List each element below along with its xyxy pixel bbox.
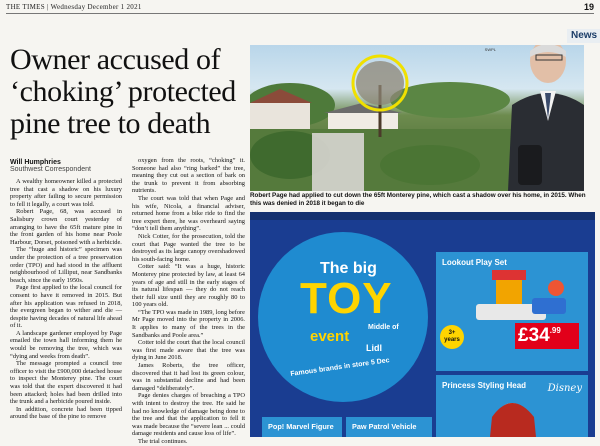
paragraph: Nick Cotter, for the prosecution, told the court that Page wanted the tree to be destroyed as its large canopy overshadowed his south-facing home.	[132, 232, 245, 263]
paragraph: Cotter told the court that the local council was first made aware that the tree was dying in June 2018.	[132, 339, 245, 362]
paragraph: oxygen from the roots, “choking” it. Someone had also “ring barked” the tree, meaning they cut out a section of bark on the trunk to prevent it from absorbing nutrients.	[132, 157, 245, 195]
lidl-advert[interactable]	[250, 212, 595, 437]
paragraph: The message prompted a council tree officer to visit the £900,000 detached house to inspect the Monterey pine. The court was told that the expert discovered it had been attacked; holes had been drilled into the trunk and a herbicide poured inside.	[10, 360, 122, 406]
ad-the-big: The big	[320, 260, 377, 277]
paragraph: James Roberts, the tree officer, discovered that it had lost its green colour, was in substantial decline and had been damaged “deliberately”.	[132, 362, 245, 392]
product-card-princess[interactable]	[436, 375, 588, 437]
price-tag	[515, 323, 579, 349]
price-pounds: £34	[518, 325, 550, 346]
paragraph: In addition, concrete had been tipped around the base of the pine to remove	[10, 405, 122, 421]
byline-role: Southwest Correspondent	[10, 166, 91, 173]
product-title: Princess Styling Head	[442, 381, 527, 390]
product-title: Lookout Play Set	[442, 258, 507, 267]
masthead: THE TIMES | Wednesday December 1 2021	[6, 3, 142, 11]
paragraph: Robert Page, 68, was accused in Salisbury crown court yesterday of arranging to have the 65ft mature pine in the front garden of his home near Poole Harbour, Dorset, poisoned with a herbicide.	[10, 208, 122, 246]
product-card-lookout[interactable]	[436, 252, 588, 371]
paragraph: The court was told that when Page and his wife, Nicola, a financial adviser, returned home from a bike ride to find the tree expert there, he was overheard saying “don’t tell them anything”.	[132, 194, 245, 233]
paragraph: Page first applied to the local council for consent to have it removed in 2015. But after his application was refused in 2018, the evergreen began to wither and die — despite having decades of natural life ahead of it.	[10, 284, 122, 330]
page-number: 19	[583, 2, 594, 12]
ad-middle-of: Middle of	[368, 324, 399, 331]
lidl-logo: Lidl	[366, 343, 382, 353]
pop-marvel-label[interactable]: Pop! Marvel Figure	[262, 417, 342, 437]
ad-toy: TOY	[300, 274, 393, 323]
disney-logo: Disney	[547, 383, 582, 394]
ad-event: event	[310, 328, 350, 345]
photo-credit: SWPL	[484, 47, 496, 52]
article-column-1	[10, 178, 122, 421]
playset-image	[436, 252, 588, 371]
ad-stripe	[250, 212, 595, 220]
byline-author: Will Humphries	[10, 159, 61, 166]
photo-caption: Robert Page had applied to cut down the 65ft Monterey pine, which cast a shadow over his home, in 2015. When this was denied in 2018 it began to die	[250, 192, 586, 207]
article-column-2	[132, 157, 245, 446]
section-tab[interactable]: News	[567, 29, 600, 43]
paragraph: The “huge and historic” specimen was under the protection of a tree preservation order (TPO) and had stood in the affluent neighbourhood of Lilliput, near Sandbanks beach, since the early 1950s.	[10, 246, 122, 284]
news-photo	[250, 45, 584, 191]
paw-patrol-label[interactable]: Paw Patrol Vehicle	[346, 417, 432, 437]
paragraph: The trial continues.	[138, 437, 188, 445]
paragraph: A wealthy homeowner killed a protected tree that cast a shadow on his luxury property after failing to secure permission to fell it legally, a court was told.	[10, 178, 122, 208]
age-badge: 3+ years	[440, 325, 464, 349]
headline: Owner accused of ‘choking’ protected pine tree to death	[10, 43, 236, 140]
price-pence: .99	[549, 326, 561, 335]
paragraph: A landscape gardener employed by Page emailed the town hall informing them he would be removing the tree, which was “dying and weeks from death”.	[10, 329, 122, 360]
header-rule	[6, 13, 594, 14]
princess-image	[436, 375, 588, 437]
paragraph: Page denies charges of breaching a TPO with intent to destroy the tree. He said he had no knowledge of damage being done to the tree and that the application to fell it was made because the “severe lean ... could damage residents and cause loss of life”.	[132, 392, 245, 438]
photo-illustration	[250, 45, 584, 191]
paragraph: “The TPO was made in 1989, long before Mr Page moved into the property in 2006. It applies to many of the trees in the Sandbanks and Poole area.”	[132, 308, 245, 339]
ad-famous-brands: Famous brands in store 5 Dec	[289, 357, 390, 378]
byline	[10, 159, 91, 173]
paragraph: Cotter said: “It was a huge, historic Monterey pine protected by law, at least 64 years of age and still in the early stages of its natural lifespan — they do not reach their full size until they are roughly 80 to 100 years old.	[132, 263, 245, 309]
